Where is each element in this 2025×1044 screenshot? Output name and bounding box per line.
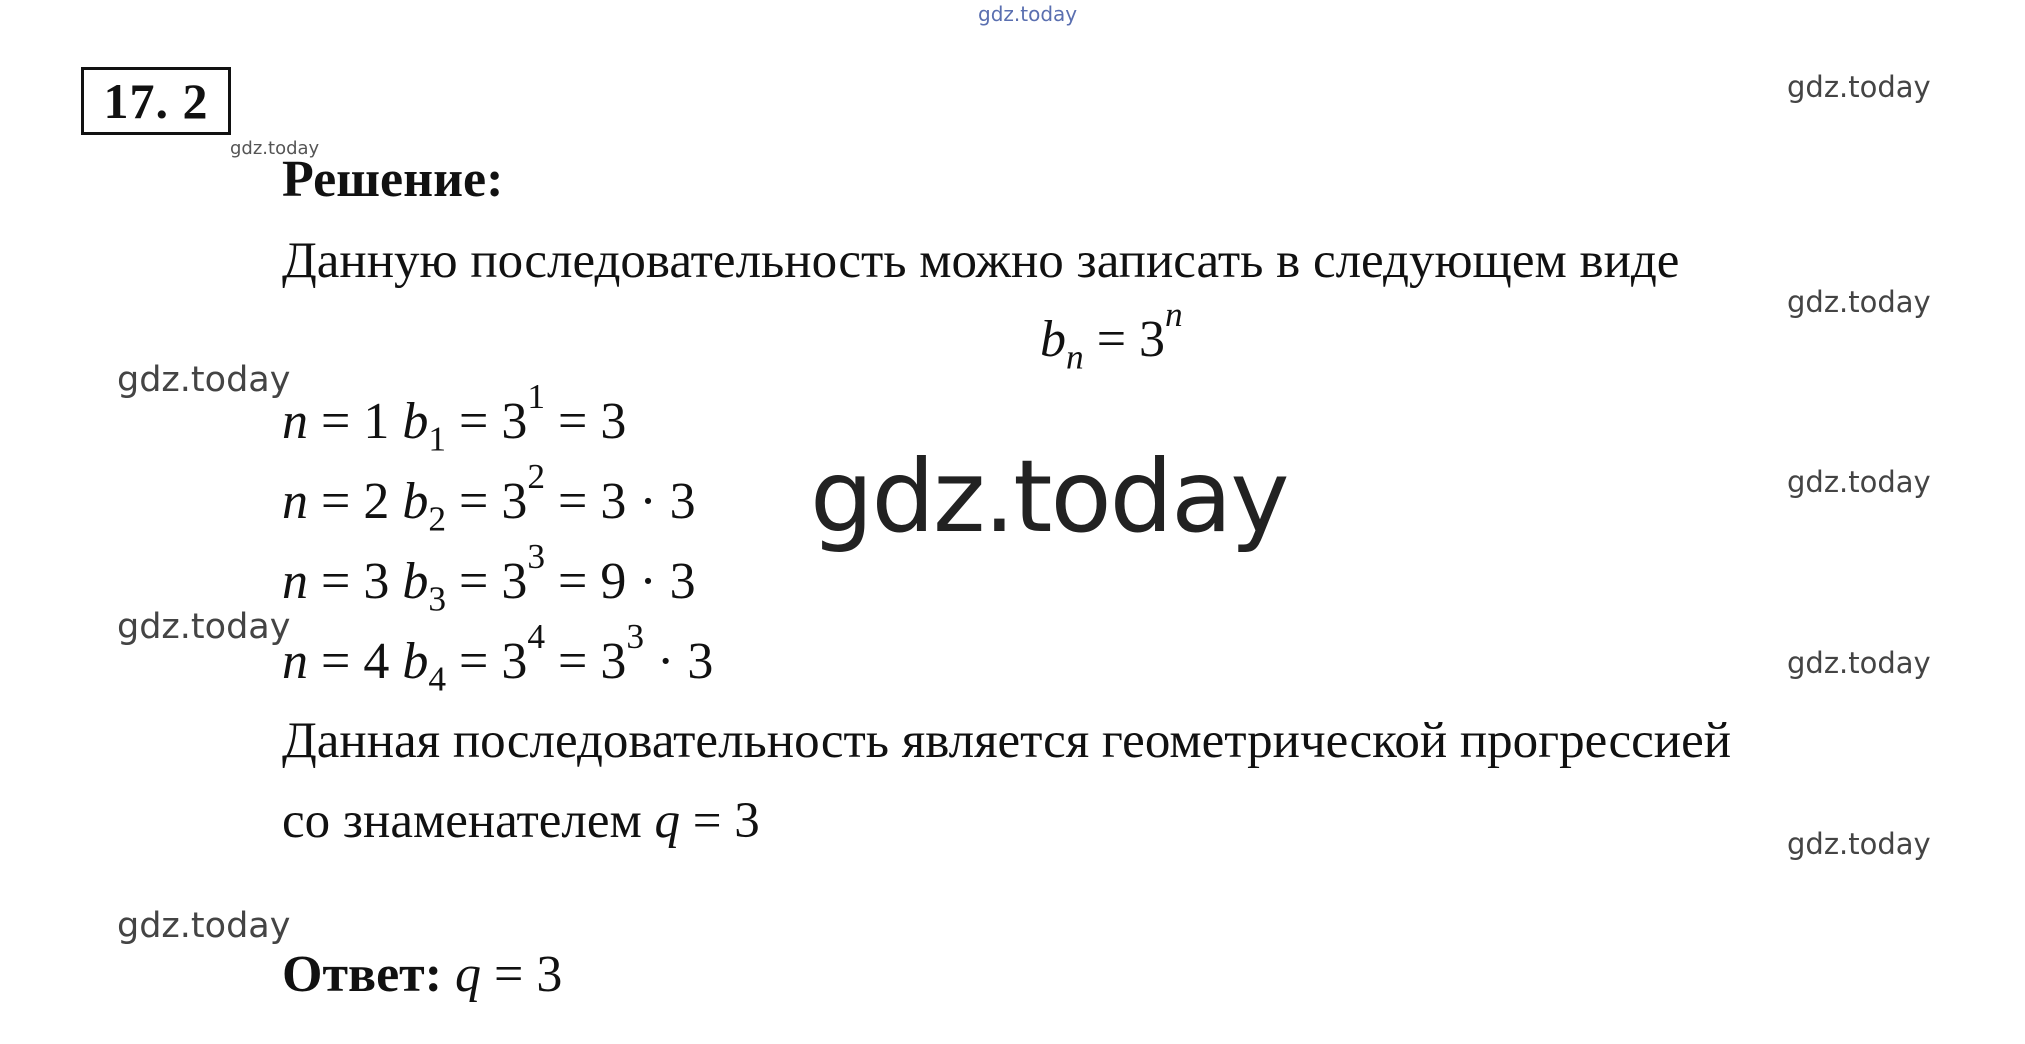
conclusion-line-1: Данная последовательность является геометрической прогрессией xyxy=(282,713,1731,769)
step-sup: 1 xyxy=(527,375,546,416)
watermark: gdz.today xyxy=(1787,70,1931,104)
watermark-large: gdz.today xyxy=(810,438,1288,555)
var-b: b xyxy=(402,553,429,610)
watermark: gdz.today xyxy=(1787,285,1931,319)
step-sup: 3 xyxy=(626,615,645,656)
step-rest: = 3 xyxy=(545,393,627,450)
watermark-top: gdz.today xyxy=(978,2,1078,26)
step-sup: 3 xyxy=(527,535,546,576)
step-sup: 2 xyxy=(527,455,546,496)
formula-eq: = 3 xyxy=(1083,311,1166,368)
var-b: b xyxy=(402,473,429,530)
step-eq: = 2 xyxy=(308,473,403,530)
step-eq: = 3 xyxy=(446,473,528,530)
step-eq: = 3 xyxy=(446,633,528,690)
formula-rhs-sup: n xyxy=(1165,293,1183,334)
intro-text: Данную последовательность можно записать в следующем виде xyxy=(282,233,1680,289)
step-sub: 4 xyxy=(428,658,447,699)
step-sub: 1 xyxy=(428,418,447,459)
watermark: gdz.today xyxy=(230,138,320,159)
step-line-1 xyxy=(282,375,627,459)
step-sub: 3 xyxy=(428,578,447,619)
answer-value: = 3 xyxy=(481,946,563,1003)
step-line-2 xyxy=(282,455,696,539)
conclusion-value: = 3 xyxy=(680,793,760,849)
step-eq: = 3 xyxy=(446,553,528,610)
watermark: gdz.today xyxy=(117,906,291,946)
task-number-box xyxy=(81,67,231,135)
step-rest: = 9 · 3 xyxy=(545,553,696,610)
answer-line xyxy=(282,945,562,1004)
conclusion-text: со знаменателем xyxy=(282,793,655,849)
watermark: gdz.today xyxy=(117,360,291,400)
var-n: n xyxy=(282,553,308,610)
step-sup: 4 xyxy=(527,615,546,656)
var-n: n xyxy=(282,473,308,530)
step-eq: = 3 xyxy=(308,553,403,610)
answer-label: Ответ: xyxy=(282,946,443,1003)
var-b: b xyxy=(402,393,429,450)
step-eq: = 4 xyxy=(308,633,403,690)
answer-var: q xyxy=(455,946,482,1003)
watermark: gdz.today xyxy=(1787,465,1931,499)
step-eq: = 1 xyxy=(308,393,403,450)
step-rest: = 3 xyxy=(545,633,627,690)
step-line-4 xyxy=(282,615,714,699)
var-n: n xyxy=(282,393,308,450)
step-eq: = 3 xyxy=(446,393,528,450)
var-q: q xyxy=(654,793,681,849)
var-b: b xyxy=(402,633,429,690)
step-rest: · 3 xyxy=(644,633,714,690)
watermark: gdz.today xyxy=(1787,646,1931,680)
formula-lhs-base: b xyxy=(1040,311,1066,368)
step-line-3 xyxy=(282,535,696,619)
conclusion-line-2 xyxy=(282,792,760,850)
solution-heading: Решение: xyxy=(282,151,504,208)
watermark: gdz.today xyxy=(1787,827,1931,861)
formula-lhs-sub: n xyxy=(1066,336,1084,377)
step-rest: = 3 · 3 xyxy=(545,473,696,530)
watermark: gdz.today xyxy=(117,607,291,647)
step-sub: 2 xyxy=(428,498,447,539)
var-n: n xyxy=(282,633,308,690)
general-formula xyxy=(1040,293,1183,377)
task-number: 17. 2 xyxy=(103,73,209,129)
